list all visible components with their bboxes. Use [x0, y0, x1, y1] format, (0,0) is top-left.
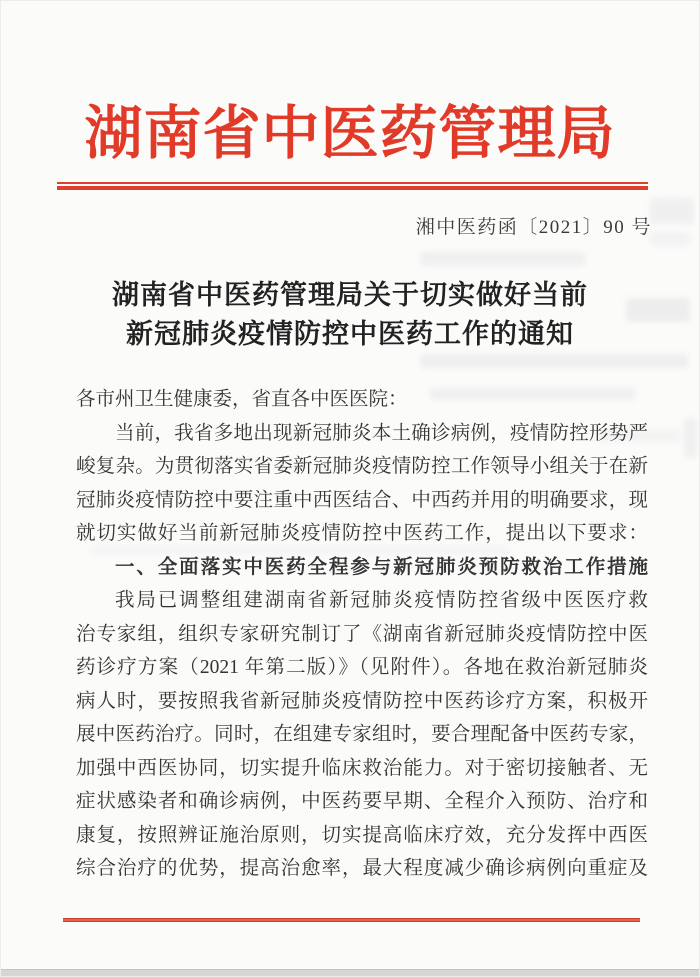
body-line: 各市州卫生健康委，省直各中医医院： — [76, 389, 408, 410]
body-line: 就切实做好当前新冠肺炎疫情防控中医药工作，提出以下要求： — [76, 523, 648, 544]
body-line: 冠肺炎疫情防控中要注重中西医结合、中西药并用的明确要求，现 — [76, 489, 648, 511]
letterhead-divider — [57, 182, 648, 190]
bleed-through-mark — [650, 232, 690, 246]
notice-title-line1: 湖南省中医药管理局关于切实做好当前 — [112, 280, 588, 310]
body-line: 峻复杂。为贯彻落实省委新冠肺炎疫情防控工作领导小组关于在新 — [76, 456, 648, 477]
body-line: 综合治疗的优势，提高治愈率，最大程度减少确诊病例向重症及 — [76, 858, 648, 879]
body-line: 药诊疗方案（2021 年第二版）》（见附件）。各地在救治新冠肺炎 — [76, 657, 648, 678]
scan-edge — [0, 969, 700, 977]
body-line: 治专家组，组织专家研究制订了《湖南省新冠肺炎疫情防控中医 — [76, 623, 648, 645]
footer-divider — [63, 918, 640, 922]
body-line: 加强中西医协同，切实提升临床救治能力。对于密切接触者、无 — [76, 757, 648, 779]
bleed-through-mark — [420, 252, 585, 266]
notice-title — [0, 276, 700, 354]
agency-letterhead-title: 湖南省中医药管理局 — [84, 101, 616, 166]
body-line: 我局已调整组建湖南省新冠肺炎疫情防控省级中医医疗救 — [115, 590, 648, 611]
document-number: 湘中医药函〔2021〕90 号 — [415, 217, 652, 238]
body-line: 展中医药治疗。同时，在组建专家组时，要合理配备中医药专家， — [76, 724, 648, 745]
bleed-through-mark — [684, 418, 697, 458]
body-line: 症状感染者和确诊病例，中医药要早期、全程介入预防、治疗和 — [76, 791, 648, 812]
body-line: 康复，按照辨证施治原则，切实提高临床疗效，充分发挥中西医 — [76, 824, 648, 846]
bleed-through-mark — [420, 354, 688, 368]
notice-title-line2: 新冠肺炎疫情防控中医药工作的通知 — [126, 319, 574, 349]
body-section-heading: 一、全面落实中医药全程参与新冠肺炎预防救治工作措施 — [115, 555, 648, 578]
bleed-through-mark — [650, 198, 694, 224]
body-line: 病人时，要按照我省新冠肺炎疫情防控中医药诊疗方案，积极开 — [76, 690, 648, 712]
document-body — [76, 383, 648, 886]
body-line: 当前，我省多地出现新冠肺炎本土确诊病例，疫情防控形势严 — [115, 422, 648, 444]
